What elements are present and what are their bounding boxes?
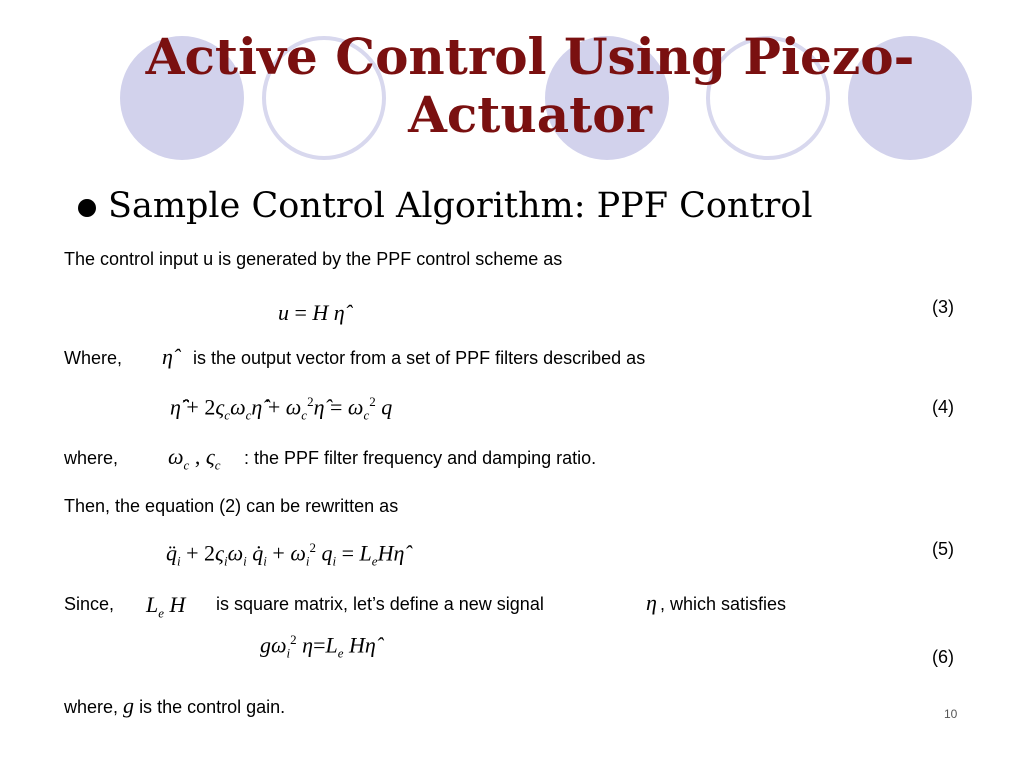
equation-3: u = H η̂: [278, 300, 345, 325]
since-label: Since,: [64, 594, 115, 614]
where-label-2: where,: [64, 448, 119, 468]
equation-6-label: (6): [932, 647, 954, 667]
then-text: Then, the equation (2) can be rewritten as: [64, 496, 399, 516]
omega-zeta-symbols: $\omega_c$ , $\varsigma_c$: [168, 444, 221, 473]
page-number: 10: [944, 707, 958, 721]
equation-5-label: (5): [932, 539, 954, 559]
bullet-heading: [78, 186, 813, 226]
gain-description: is the control gain.: [139, 697, 286, 717]
since-tail: , which satisfies: [660, 594, 787, 614]
gain-prefix: where,: [64, 697, 119, 717]
eta-hat-symbol: η̂: [162, 344, 173, 369]
slide-title: Active Control Using Piezo-Actuator: [145, 27, 915, 144]
eta-symbol: η: [646, 590, 657, 615]
gain-label: [64, 693, 285, 719]
bullet-text: Sample Control Algorithm: PPF Control: [108, 186, 813, 226]
where-label: Where,: [64, 348, 123, 368]
equation-4: η̈̂ + $2\varsigma_c\omega_c\etȧ̂$ + $\omega_c^2\etâ = \omega_c^2$ q: [170, 394, 393, 423]
equation-6: $g\omega_i^2$ $\eta=L_e$ Hη̂: [260, 632, 376, 661]
equation-3-label: (3): [932, 297, 954, 317]
equation-4-label: (4): [932, 397, 954, 417]
intro-text: The control input u is generated by the PPF control scheme as: [64, 249, 563, 269]
gain-variable: g: [123, 693, 135, 718]
bullet-dot-icon: [78, 199, 96, 217]
filter-description: : the PPF filter frequency and damping ratio.: [244, 448, 597, 468]
where-description: is the output vector from a set of PPF filters described as: [193, 348, 646, 368]
since-description: is square matrix, let’s define a new signal: [216, 594, 544, 614]
le-h-symbol: $L_e$ H: [146, 592, 186, 621]
equation-5: $q̈_i + 2\varsigma_i\omega_i$ $q̇_i + \omega_i^2$ $q_i$ = $L_eH\etâ$: [166, 540, 405, 569]
